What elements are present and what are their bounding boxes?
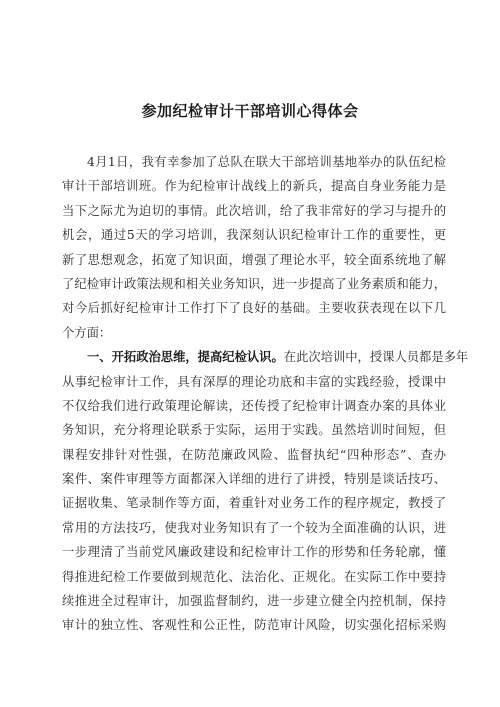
paragraph-line: 4月1日，我有幸参加了总队在联大干部培训基地举办的队伍纪检: [87, 155, 446, 169]
paragraph-line: 案件、案件审理等方面都深入详细的进行了讲授，特别是谈话技巧、: [62, 472, 446, 487]
document-title: 参加纪检审计干部培训心得体会: [141, 102, 359, 120]
paragraph-line: 务知识，充分将理论联系于实际，运用于实践。虽然培训时间短，但: [62, 423, 446, 438]
paragraph-line: 不仅给我们进行政策理论解读，还传授了纪检审计调查办案的具体业: [62, 398, 446, 413]
paragraph-line: 新了思想观念，拓宽了知识面，增强了理论水平，较全面系统地了解: [62, 252, 446, 267]
paragraph-line: 课程安排针对性强，在防范廉政风险、监督执纪“四种形态”、查办: [62, 447, 446, 462]
paragraph-line: 机会，通过5天的学习培训，我深刻认识纪检审计工作的重要性，更: [62, 228, 446, 243]
paragraph-line: 个方面：: [62, 325, 112, 340]
paragraph-line: 得推进纪检工作要做到规范化、法治化、正规化。在实际工作中要持: [62, 569, 446, 584]
section-heading: 一、开拓政治思维，提高纪检认识。: [87, 350, 284, 365]
paragraph-line: 续推进全过程审计，加强监督制约，进一步建立健全内控机制，保持: [62, 594, 446, 609]
paragraph-line: 常用的方法技巧，使我对业务知识有了一个较为全面准确的认识，进: [62, 520, 446, 535]
paragraph-line: 对今后抓好纪检审计工作打下了良好的基础。主要收获表现在以下几: [62, 301, 446, 316]
paragraph-line: 一步理清了当前党风廉政建设和纪检审计工作的形势和任务轮廓，懂: [62, 545, 446, 560]
paragraph-line: 审计干部培训班。作为纪检审计战线上的新兵，提高自身业务能力是: [62, 179, 446, 194]
paragraph-line: 当下之际尤为迫切的事情。此次培训，给了我非常好的学习与提升的: [62, 203, 446, 218]
paragraph-line: 证据收集、笔录制作等方面，着重针对业务工作的程序规定，教授了: [62, 496, 446, 511]
paragraph-line: 审计的独立性、客观性和公正性，防范审计风险，切实强化招标采购: [62, 618, 446, 633]
paragraph-line: 了纪检审计政策法规和相关业务知识，进一步提高了业务素质和能力，: [62, 276, 446, 291]
section-line-text: 在此次培训中，授课人员都是多年: [283, 350, 469, 365]
paragraph-line: 从事纪检审计工作，具有深厚的理论功底和丰富的实践经验，授课中: [62, 374, 446, 389]
section-heading-line: [62, 345, 469, 369]
document-body: [62, 150, 469, 638]
